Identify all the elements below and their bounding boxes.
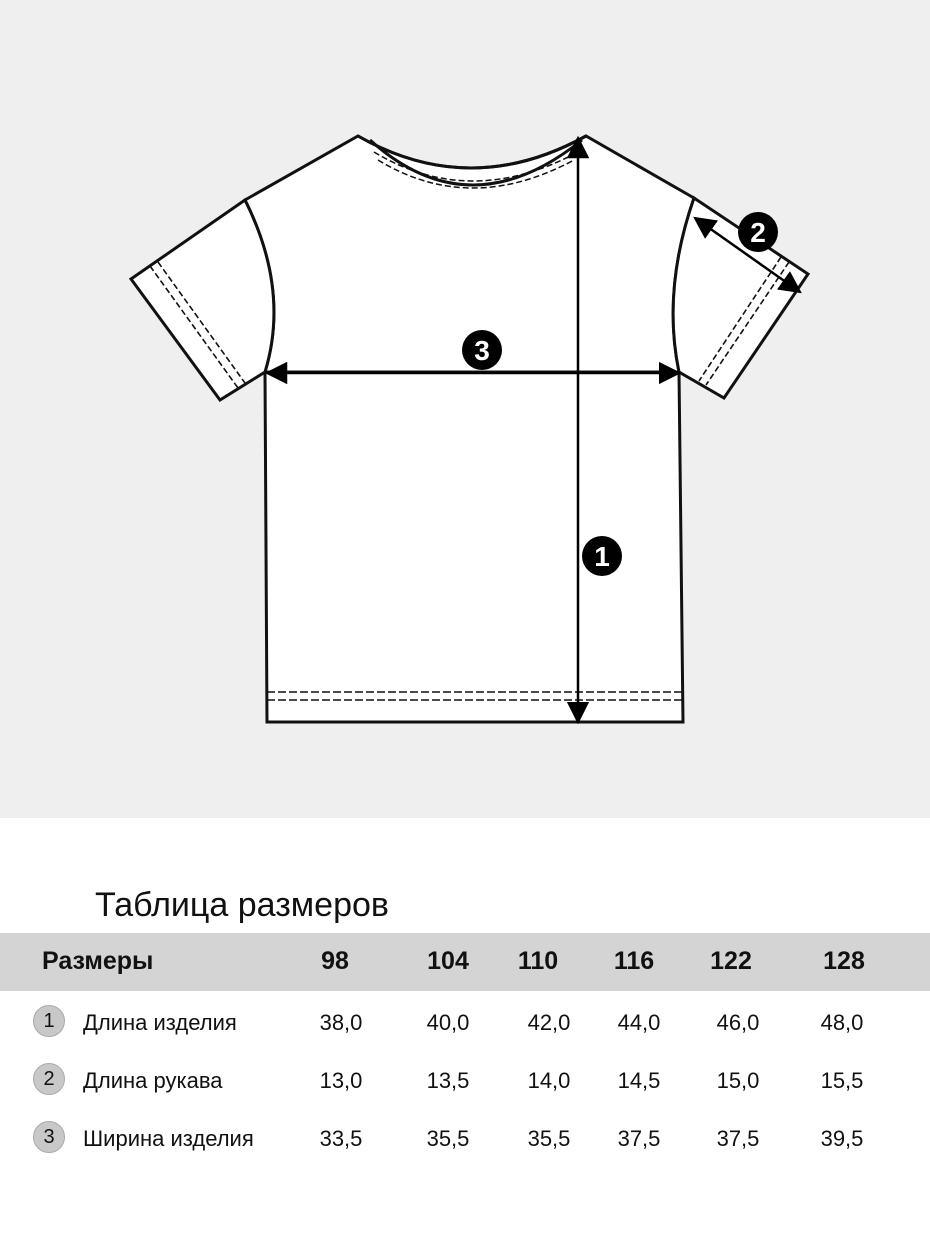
table-row <box>0 1121 930 1161</box>
row-number-badge: 3 <box>33 1121 65 1153</box>
table-cell: 14,5 <box>617 1068 661 1093</box>
marker-2 <box>738 212 778 252</box>
svg-text:2: 2 <box>750 217 766 248</box>
size-104: 104 <box>427 947 469 975</box>
table-cell: 38,0 <box>319 1010 363 1035</box>
table-row <box>0 1005 930 1045</box>
left-sleeve <box>131 200 274 400</box>
table-cell: 37,5 <box>617 1126 661 1151</box>
size-128: 128 <box>823 947 865 975</box>
table-cell: 48,0 <box>820 1010 864 1035</box>
size-110: 110 <box>517 947 559 975</box>
table-cell: 33,5 <box>319 1126 363 1151</box>
row-label: Длина рукава <box>83 1068 223 1093</box>
size-table-title: Таблица размеров <box>95 886 389 924</box>
marker-3 <box>462 330 502 370</box>
tshirt-body <box>265 372 683 722</box>
size-116: 116 <box>613 947 655 975</box>
row-label: Длина изделия <box>83 1010 237 1035</box>
svg-text:3: 3 <box>474 335 490 366</box>
row-number-badge: 2 <box>33 1063 65 1095</box>
table-cell: 37,5 <box>716 1126 760 1151</box>
table-cell: 14,0 <box>527 1068 571 1093</box>
table-row <box>0 1063 930 1103</box>
marker-1 <box>582 536 622 576</box>
header-label: Размеры <box>42 947 154 975</box>
table-cell: 15,5 <box>820 1068 864 1093</box>
row-label: Ширина изделия <box>83 1126 254 1151</box>
table-cell: 44,0 <box>617 1010 661 1035</box>
size-122: 122 <box>710 947 752 975</box>
size-98: 98 <box>321 947 349 975</box>
table-cell: 35,5 <box>527 1126 571 1151</box>
table-cell: 40,0 <box>426 1010 470 1035</box>
table-cell: 35,5 <box>426 1126 470 1151</box>
svg-text:1: 1 <box>594 541 610 572</box>
table-cell: 39,5 <box>820 1126 864 1151</box>
table-cell: 42,0 <box>527 1010 571 1035</box>
table-cell: 13,5 <box>426 1068 470 1093</box>
table-cell: 13,0 <box>319 1068 363 1093</box>
table-cell: 46,0 <box>716 1010 760 1035</box>
table-cell: 15,0 <box>716 1068 760 1093</box>
row-number-badge: 1 <box>33 1005 65 1037</box>
